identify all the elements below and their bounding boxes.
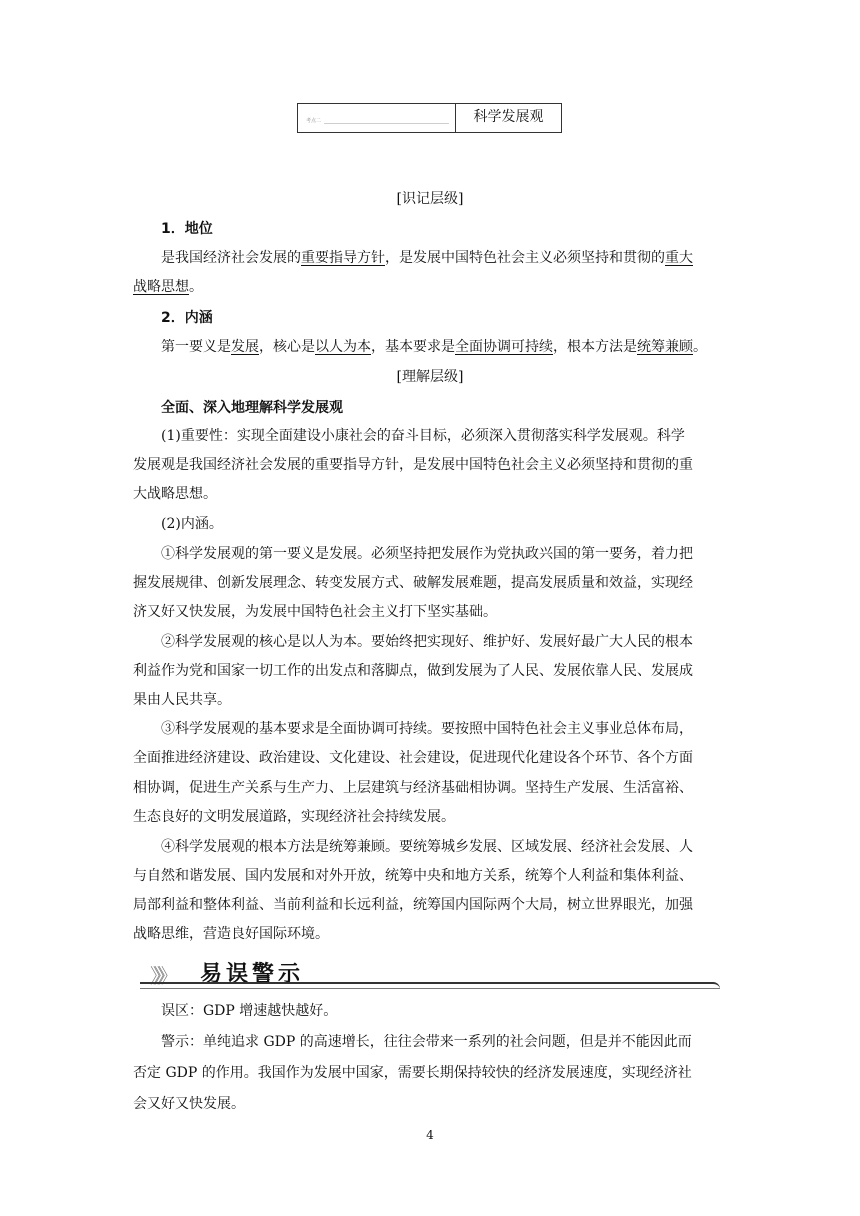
alert-line2: 否定 GDP 的作用。我国作为发展中国家，需要长期保持较快的经济发展速度，实现经济社 [133,1065,692,1081]
underlined-term: 发展 [231,339,259,355]
text-span: ，基本要求是 [371,339,455,355]
text-span: 第一要义是 [161,339,231,355]
understand-level-label: [理解层级] [396,369,464,385]
para-point2-l3: 果由人民共享。 [133,692,231,708]
para-point3-l2: 全面推进经济建设、政治建设、文化建设、社会建设，促进现代化建设各个环节、各个方面 [133,750,693,766]
para-point4-l2: 与自然和谐发展、国内发展和对外开放，统筹中央和地方关系，统筹个人利益和集体利益、 [133,868,693,884]
para-point4-l4: 战略思维，营造良好国际环境。 [133,926,329,942]
para-point2-l2: 利益作为党和国家一切工作的出发点和落脚点，做到发展为了人民、发展依靠人民、发展成 [133,663,693,679]
table-left-underline [324,123,449,124]
text-span: ，核心是 [259,339,315,355]
item1-line1 [161,247,693,267]
para-point2-l1: ②科学发展观的核心是以人为本。要始终把实现好、维护好、发展好最广大人民的根本 [161,634,693,650]
text-span: ，根本方法是 [553,339,637,355]
common-mistake-banner [140,958,720,988]
underlined-term: 以人为本 [315,339,371,355]
text-span: ，是发展中国特色社会主义必须坚持和贯彻的 [385,250,665,266]
para-point3-l4: 生态良好的文明发展道路，实现经济社会持续发展。 [133,809,455,825]
para-point4-l3: 局部利益和整体利益、当前利益和长远利益，统筹国内国际两个大局，树立世界眼光，加强 [133,897,693,913]
para-point1-l1: ①科学发展观的第一要义是发展。必须坚持把发展作为党执政兴国的第一要务，着力把 [161,546,693,562]
text-span: 。 [189,279,203,295]
text-span: 是我国经济社会发展的 [161,250,301,266]
understand-heading: 全面、深入地理解科学发展观 [161,400,343,416]
para-importance-l2: 发展观是我国经济社会发展的重要指导方针，是发展中国特色社会主义必须坚持和贯彻的重 [133,457,693,473]
para-importance-l1: (1)重要性：实现全面建设小康社会的奋斗目标，必须深入贯彻落实科学发展观。科学 [161,428,685,444]
item1-line2 [133,276,203,296]
underlined-term: 重大 [665,250,693,266]
table-left-cell [298,104,456,132]
recall-level-label: [识记层级] [396,191,464,207]
para-importance-l3: 大战略思想。 [133,486,217,502]
chevron-right-icon: 》》》 [150,964,172,988]
para-point1-l3: 济又好又快发展，为发展中国特色社会主义打下坚实基础。 [133,604,497,620]
banner-rule [140,982,720,989]
table-left-tiny-text: 考点二 [306,118,322,124]
table-right-cell: 科学发展观 [473,109,544,125]
text-span: 。 [693,339,707,355]
alert-line1: 警示：单纯追求 GDP 的高速增长，往往会带来一系列的社会问题，但是并不能因此而 [161,1034,692,1050]
item2-line [161,336,707,356]
para-point3-l1: ③科学发展观的基本要求是全面协调可持续。要按照中国特色社会主义事业总体布局， [161,721,693,737]
alert-line3: 会又好又快发展。 [133,1096,245,1112]
underlined-term: 全面协调可持续 [455,339,553,355]
underlined-term: 战略思想 [133,279,189,295]
misconception-text: 误区：GDP 增速越快越好。 [161,1003,338,1019]
item2-title: 2．内涵 [161,310,213,326]
para-point3-l3: 相协调，促进生产关系与生产力、上层建筑与经济基础相协调。坚持生产发展、生活富裕、 [133,780,693,796]
para-connotation: (2)内涵。 [161,516,223,532]
para-point1-l2: 握发展规律、创新发展理念、转变发展方式、破解发展难题，提高发展质量和效益，实现经 [133,575,693,591]
page-number: 4 [426,1128,434,1142]
para-point4-l1: ④科学发展观的根本方法是统筹兼顾。要统筹城乡发展、区域发展、经济社会发展、人 [161,839,693,855]
banner-title: 易误警示 [200,962,305,987]
underlined-term: 统筹兼顾 [637,339,693,355]
item1-title: 1．地位 [161,221,213,237]
topic-table [297,103,562,133]
underlined-term: 重要指导方针 [301,250,385,266]
